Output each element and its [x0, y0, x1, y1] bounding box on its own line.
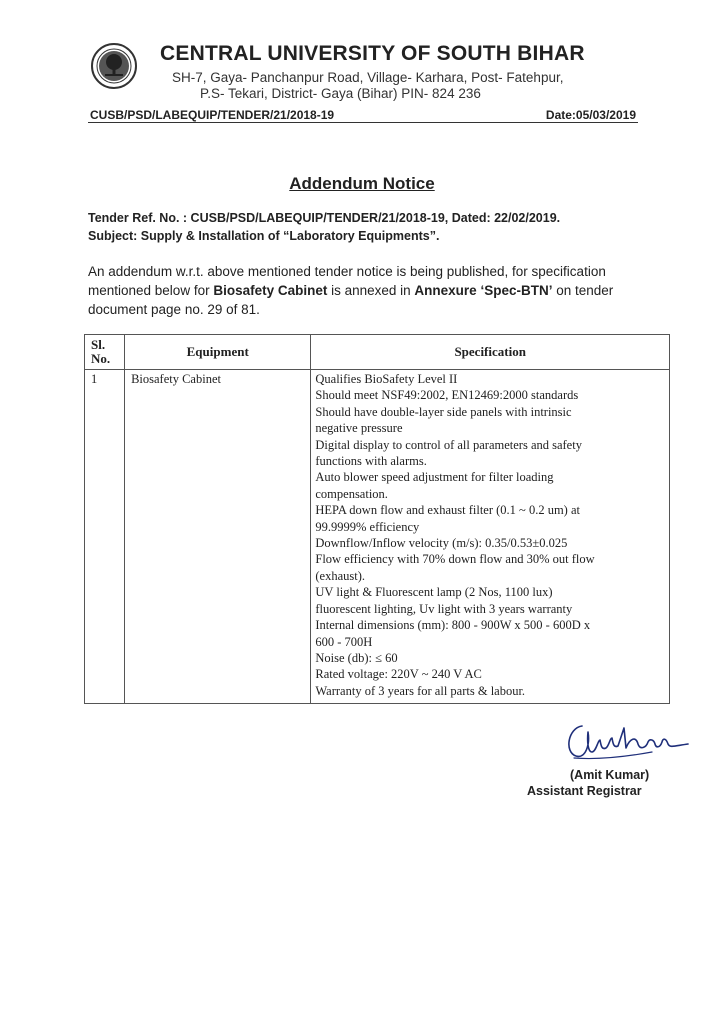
header-divider [88, 122, 638, 123]
spec-line: Noise (db): ≤ 60 [315, 650, 398, 665]
spec-line: Internal dimensions (mm): 800 - 900W x 500 - 600D x [315, 618, 591, 633]
paragraph-bold-annexure: Annexure ‘Spec-BTN’ [414, 283, 553, 298]
spec-line: compensation. [315, 486, 388, 501]
spec-line: negative pressure [315, 421, 403, 436]
cell-specification [311, 370, 670, 704]
spec-line: Auto blower speed adjustment for filter loading [315, 470, 554, 485]
university-seal-icon [90, 42, 138, 90]
specification-list [311, 370, 669, 703]
address-line-2: P.S- Tekari, District- Gaya (Bihar) PIN- 824 236 [200, 86, 481, 101]
address-line-1: SH-7, Gaya- Panchanpur Road, Village- Karhara, Post- Fatehpur, [172, 70, 564, 85]
header-equipment: Equipment [125, 335, 311, 370]
paragraph-bold-equipment: Biosafety Cabinet [213, 283, 328, 298]
spec-line: 600 - 700H [315, 634, 373, 649]
notice-title: Addendum Notice [289, 174, 435, 193]
spec-line: Digital display to control of all parameters and safety [315, 437, 582, 452]
spec-line: functions with alarms. [315, 454, 427, 469]
spec-line: Should have double-layer side panels with intrinsic [315, 404, 572, 419]
spec-line: Should meet NSF49:2002, EN12469:2000 standards [315, 388, 579, 403]
tender-reference: Tender Ref. No. : CUSB/PSD/LABEQUIP/TENDER/21/2018-19, Dated: 22/02/2019. [88, 211, 561, 225]
signatory-name: (Amit Kumar) [570, 768, 650, 782]
header-sl-line2: No. [91, 351, 111, 366]
spec-line: Flow efficiency with 70% down flow and 30% out flow [315, 552, 595, 567]
paragraph-text-2: is annexed in [327, 283, 415, 298]
spec-line: UV light & Fluorescent lamp (2 Nos, 1100 lux) [315, 585, 553, 600]
notice-paragraph [88, 262, 660, 319]
spec-line: 99.9999% efficiency [315, 519, 420, 534]
handwritten-signature-icon [560, 718, 690, 766]
spec-line: fluorescent lighting, Uv light with 3 years warranty [315, 601, 573, 616]
header-sl-no [85, 335, 125, 370]
cell-equipment: Biosafety Cabinet [125, 370, 311, 704]
paragraph-text-3: on tender document page no. 29 of 81. [88, 283, 614, 317]
header-sl-line1: Sl. [91, 337, 106, 352]
notice-subject: Subject: Supply & Installation of “Laboratory Equipments”. [88, 229, 440, 243]
spec-line: HEPA down flow and exhaust filter (0.1 ~ 0.2 um) at [315, 503, 580, 518]
reference-number: CUSB/PSD/LABEQUIP/TENDER/21/2018-19 [90, 108, 335, 122]
cell-sl-no: 1 [85, 370, 125, 704]
spec-line: Downflow/Inflow velocity (m/s): 0.35/0.53±0.025 [315, 536, 568, 551]
table-row [85, 370, 670, 704]
specification-table [84, 334, 670, 704]
paragraph-text-1: An addendum w.r.t. above mentioned tender notice is being published, for specification mentioned below for [88, 264, 606, 298]
signatory-title: Assistant Registrar [527, 784, 642, 798]
spec-line: Rated voltage: 220V ~ 240 V AC [315, 667, 482, 682]
notice-date: Date:05/03/2019 [545, 108, 636, 122]
table-header-row [85, 335, 670, 370]
spec-line: Qualifies BioSafety Level II [315, 372, 458, 386]
spec-line: (exhaust). [315, 568, 366, 583]
header-specification: Specification [311, 335, 670, 370]
university-name: CENTRAL UNIVERSITY OF SOUTH BIHAR [160, 42, 585, 65]
spec-line: Warranty of 3 years for all parts & labour. [315, 683, 526, 698]
